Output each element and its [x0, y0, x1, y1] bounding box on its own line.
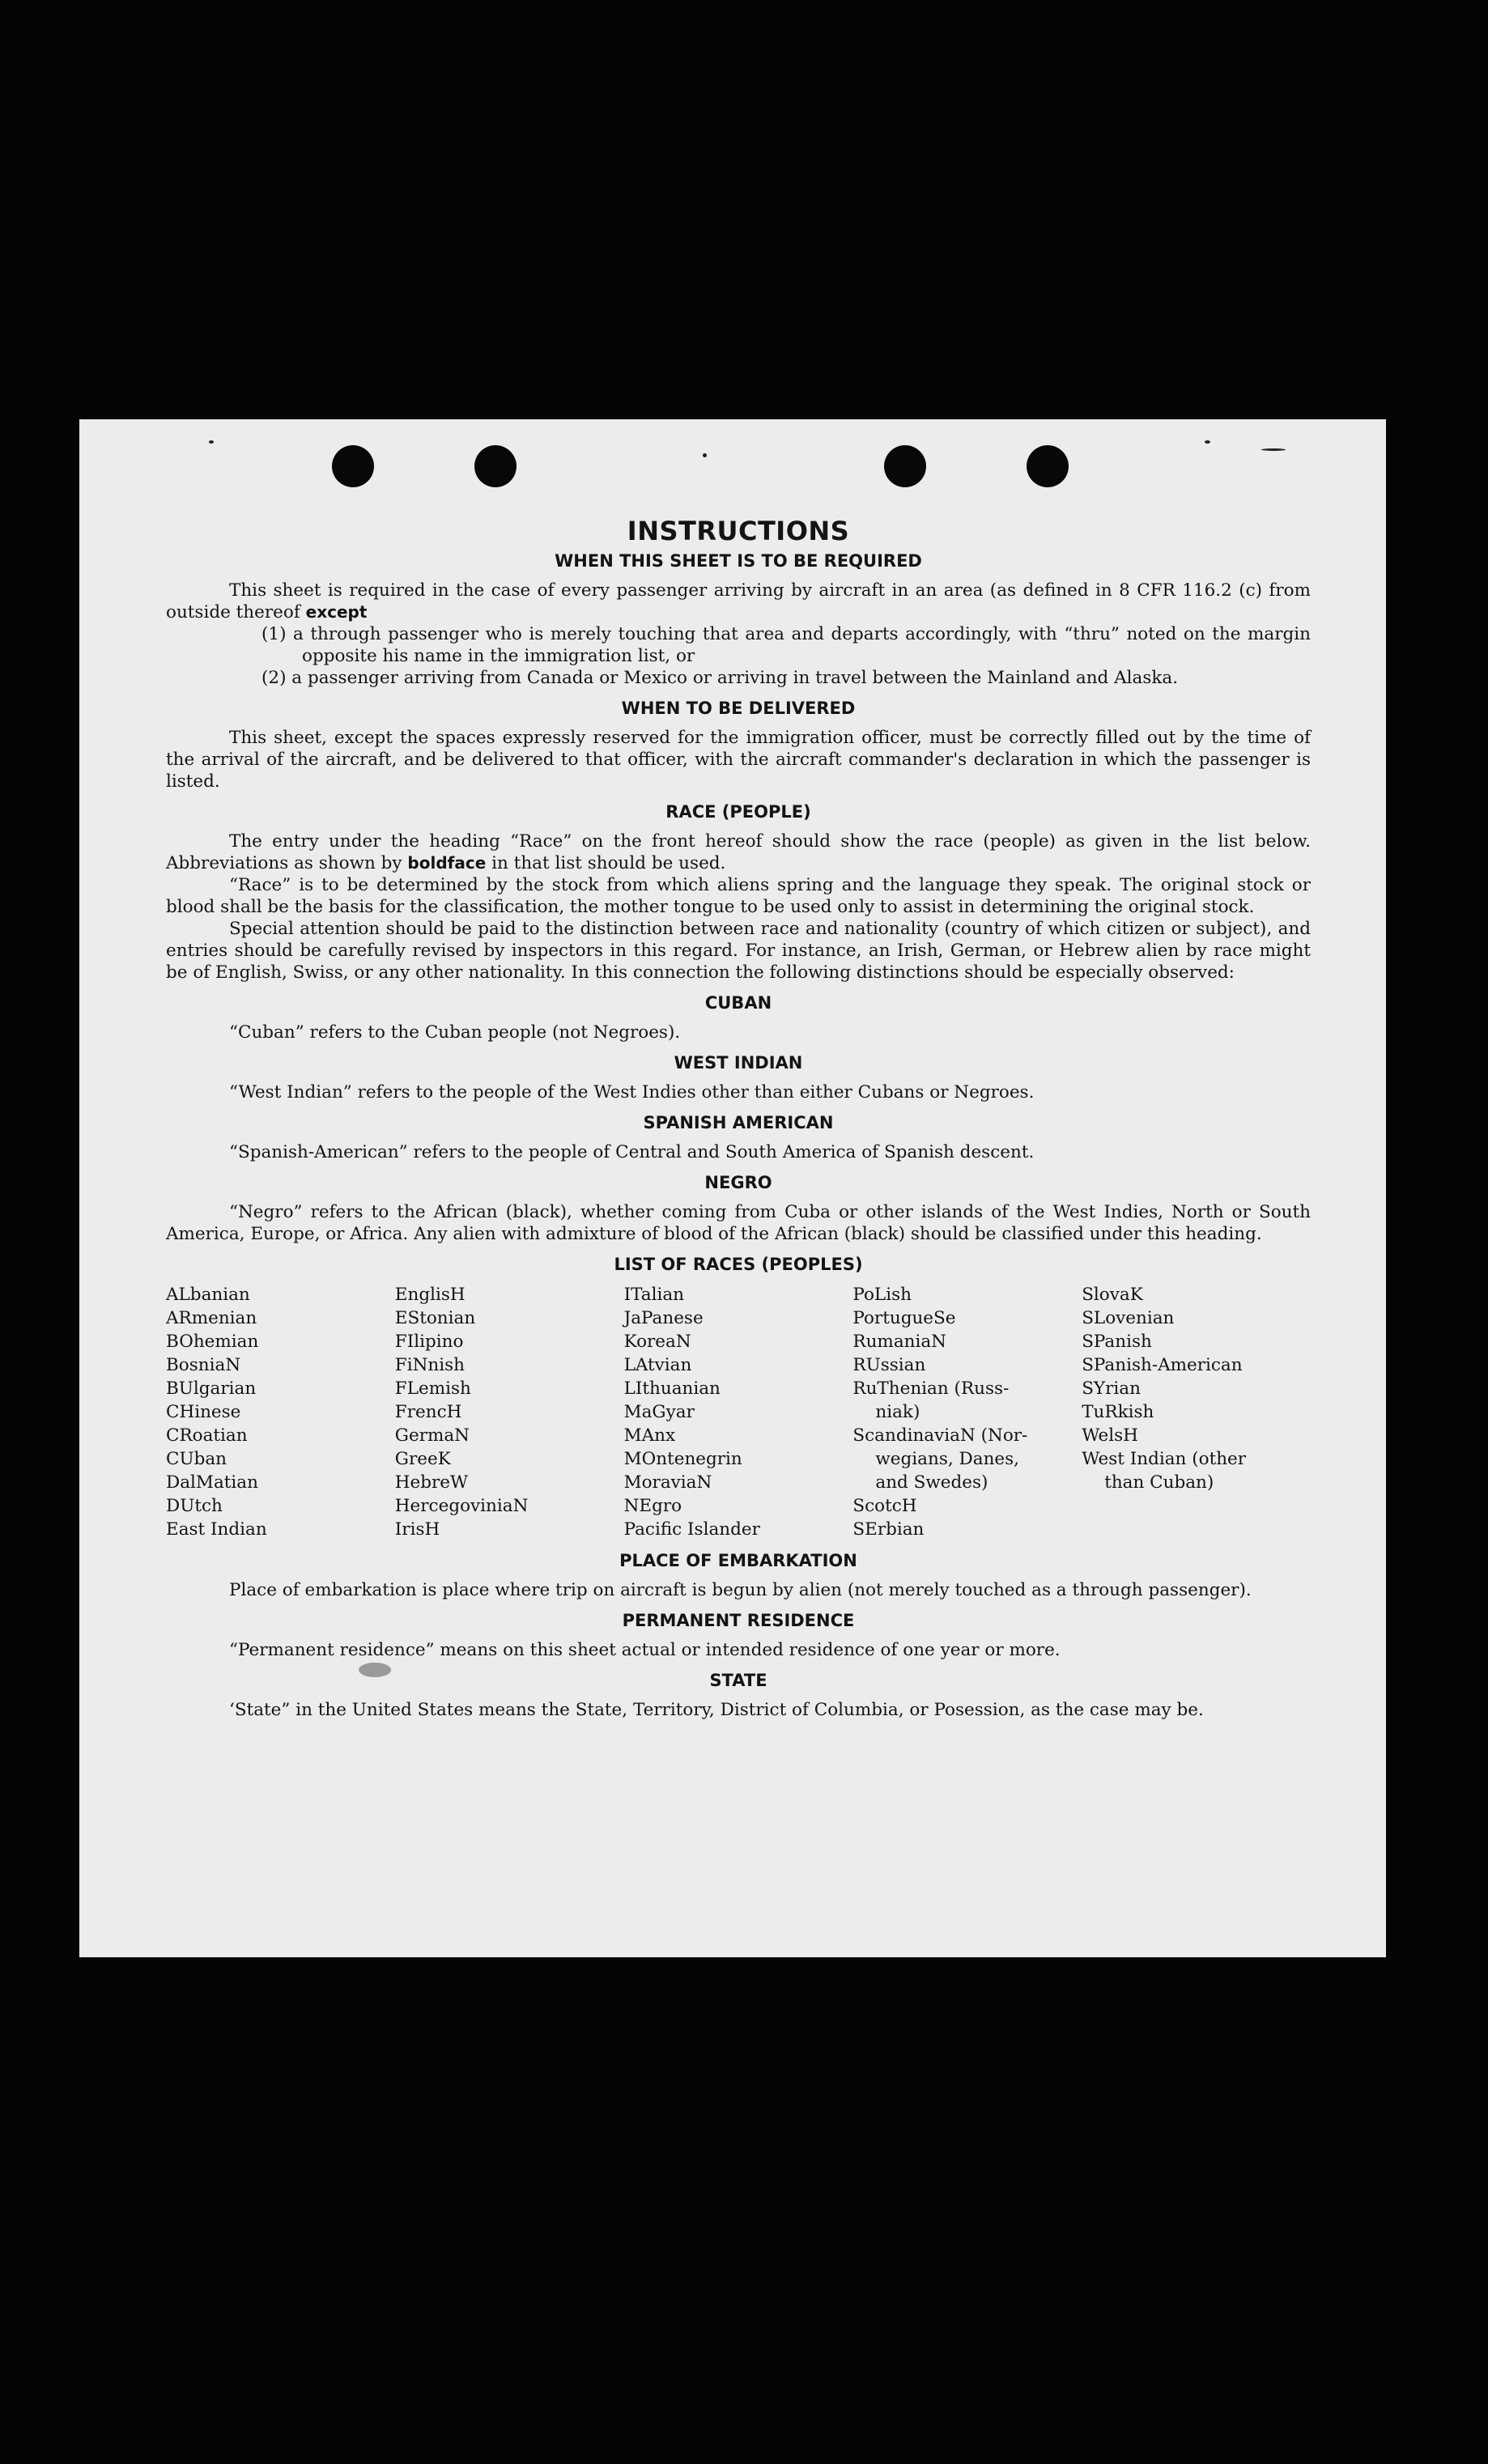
speck [209, 440, 214, 444]
race-entry: FiNnish [394, 1355, 466, 1375]
race-entry: ITalian [623, 1285, 684, 1305]
race-entry: BosniaN [166, 1355, 241, 1375]
punch-hole [474, 445, 517, 487]
race-entry: GermaN [394, 1425, 470, 1446]
race-entry-continued: and Swedes) [875, 1472, 988, 1493]
required-item-2: (2) a passenger arriving from Canada or Mexico or arriving in travel between the Mainland and Alaska. [261, 668, 1179, 688]
race-entry: NEgro [623, 1496, 682, 1516]
race-paragraph-3: Special attention should be paid to the distinction between race and nationality (country of which citizen or subject), and entries should be carefully revised by inspectors in this regard. For instance, an Irish, German, or Hebrew alien by race might be of English, Swiss, or any other nationality. In this connection the following distinctions should be especially observed: [166, 919, 1311, 983]
punch-hole [884, 445, 926, 487]
race-entry: EStonian [394, 1308, 476, 1328]
race-entry-continued: than Cuban) [1104, 1472, 1214, 1493]
heading-west-indian: WEST INDIAN [674, 1053, 803, 1073]
race-entry: HebreW [394, 1472, 469, 1493]
race-entry: RumaniaN [852, 1332, 946, 1352]
race-entry: ScotcH [852, 1496, 917, 1516]
state-text: ‘State” in the United States means the State, Territory, District of Columbia, or Posession, as the case may be. [229, 1700, 1204, 1720]
speck [1261, 448, 1286, 451]
race-entry: GreeK [394, 1449, 451, 1469]
speck [1205, 440, 1210, 444]
heading-race: RACE (PEOPLE) [665, 802, 811, 822]
race-entry: HercegoviniaN [394, 1496, 529, 1516]
race-entry: DalMatian [166, 1472, 258, 1493]
race-entry: MAnx [623, 1425, 676, 1446]
race-entry: EnglisH [394, 1285, 466, 1305]
race-entry: ScandinaviaN (Nor- [852, 1425, 1028, 1446]
race-entry: JaPanese [623, 1308, 704, 1328]
race-entry: RuThenian (Russ- [852, 1379, 1010, 1399]
race-entry: TuRkish [1082, 1402, 1154, 1422]
heading-state: STATE [709, 1671, 767, 1690]
race-entry: PoLish [852, 1285, 912, 1305]
required-intro: This sheet is required in the case of every passenger arriving by aircraft in an area (as defined in 8 CFR 116.2 (c) from outside thereof except [166, 580, 1311, 622]
race-entry: KoreaN [623, 1332, 691, 1352]
punch-hole [332, 445, 374, 487]
delivered-text: This sheet, except the spaces expressly reserved for the immigration officer, must be correctly filled out by the time of the arrival of the aircraft, and be delivered to that officer, with the aircraft commander's declaration in which the passenger is listed. [166, 728, 1311, 792]
race-entry: FrencH [394, 1402, 462, 1422]
race-entry: SPanish-American [1082, 1355, 1243, 1375]
document-sheet [79, 419, 1386, 1957]
race-entry: CHinese [166, 1402, 241, 1422]
residence-text: “Permanent residence” means on this sheet actual or intended residence of one year or more. [229, 1640, 1061, 1660]
race-entry: West Indian (other [1082, 1449, 1247, 1469]
race-entry: CRoatian [166, 1425, 248, 1446]
races-column-2 [395, 1283, 624, 1541]
race-entry-continued: wegians, Danes, [875, 1449, 1020, 1469]
heading-list-of-races: LIST OF RACES (PEOPLES) [614, 1255, 863, 1274]
race-entry: RUssian [852, 1355, 926, 1375]
cuban-text: “Cuban” refers to the Cuban people (not Negroes). [229, 1022, 681, 1043]
instructions-body [166, 516, 1311, 1721]
race-entry-continued: niak) [875, 1402, 920, 1422]
race-entry: SlovaK [1082, 1285, 1143, 1305]
required-item-1: (1) a through passenger who is merely touching that area and departs accordingly, with “thru” noted on the margin opposite his name in the immigration list, or [261, 624, 1311, 666]
races-column-1 [166, 1283, 395, 1541]
race-entry: MaGyar [623, 1402, 695, 1422]
heading-negro: NEGRO [704, 1173, 772, 1192]
heading-spanish-american: SPANISH AMERICAN [643, 1113, 834, 1132]
race-paragraph-2: “Race” is to be determined by the stock from which aliens spring and the language they speak. The original stock or blood shall be the basis for the classification, the mother tongue to be used only to assist in determining the original stock. [166, 875, 1311, 917]
race-entry: MOntenegrin [623, 1449, 742, 1469]
speck [703, 453, 707, 457]
races-column-5 [1082, 1283, 1311, 1541]
race-entry: MoraviaN [623, 1472, 712, 1493]
race-entry: BUlgarian [166, 1379, 257, 1399]
heading-embarkation: PLACE OF EMBARKATION [619, 1551, 857, 1570]
embarkation-text: Place of embarkation is place where trip on aircraft is begun by alien (not merely touched as a through passenger). [229, 1580, 1252, 1600]
west-indian-text: “West Indian” refers to the people of the West Indies other than either Cubans or Negroes. [229, 1082, 1035, 1102]
race-entry: LIthuanian [623, 1379, 721, 1399]
race-entry: DUtch [166, 1496, 223, 1516]
race-entry: BOhemian [166, 1332, 259, 1352]
heading-delivered: WHEN TO BE DELIVERED [621, 699, 856, 718]
race-entry: SYrian [1082, 1379, 1141, 1399]
race-entry: SPanish [1082, 1332, 1152, 1352]
page-title: INSTRUCTIONS [627, 516, 850, 546]
races-column-4 [852, 1283, 1082, 1541]
negro-text: “Negro” refers to the African (black), whether coming from Cuba or other islands of the West Indies, North or South America, Europe, or Africa. Any alien with admixture of blood of the African (black) should be classified under this heading. [166, 1202, 1311, 1244]
spanish-american-text: “Spanish-American” refers to the people of Central and South America of Spanish descent. [229, 1142, 1035, 1162]
race-entry: FLemish [394, 1379, 471, 1399]
race-entry: CUban [166, 1449, 227, 1469]
race-entry: SErbian [852, 1519, 925, 1540]
race-entry: East Indian [166, 1519, 267, 1540]
race-entry: FIlipino [394, 1332, 464, 1352]
heading-required: WHEN THIS SHEET IS TO BE REQUIRED [555, 551, 922, 571]
race-entry: ARmenian [166, 1308, 257, 1328]
race-paragraph-1: The entry under the heading “Race” on the front hereof should show the race (people) as given in the list below. Abbreviations as shown by boldface in that list should be used. [166, 831, 1311, 873]
heading-cuban: CUBAN [704, 993, 772, 1013]
punch-hole [1027, 445, 1069, 487]
race-entry: PortugueSe [852, 1308, 956, 1328]
race-entry: Pacific Islander [623, 1519, 760, 1540]
races-column-3 [624, 1283, 853, 1541]
races-list [166, 1283, 1311, 1541]
race-entry: WelsH [1082, 1425, 1138, 1446]
race-entry: IrisH [394, 1519, 440, 1540]
race-entry: LAtvian [623, 1355, 692, 1375]
race-entry: SLovenian [1082, 1308, 1175, 1328]
race-entry: ALbanian [166, 1285, 250, 1305]
heading-permanent-residence: PERMANENT RESIDENCE [622, 1611, 855, 1630]
